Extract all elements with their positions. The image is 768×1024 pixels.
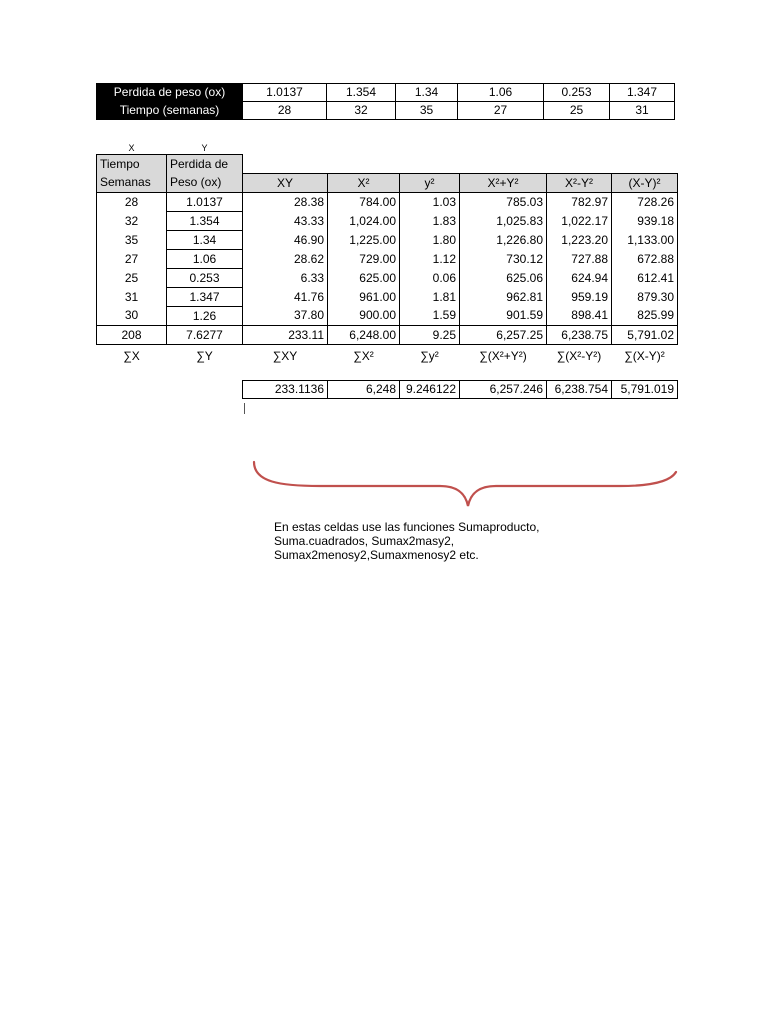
header-xy: XY <box>243 173 328 192</box>
xy-cell: 37.80 <box>243 306 328 325</box>
y-cell: 1.34 <box>167 230 243 249</box>
xy-cell: 28.38 <box>243 192 328 211</box>
x-cell: 28 <box>97 192 167 211</box>
axis-letter-row <box>97 142 678 155</box>
x-minus-y-squared-cell: 939.18 <box>612 211 678 230</box>
x2-cell: 1,024.00 <box>328 211 400 230</box>
col1-header-line1: Tiempo <box>97 155 167 174</box>
result-sum-squares-x-cell[interactable]: 6,248 <box>328 381 400 399</box>
table-row <box>97 211 678 230</box>
y2-cell: 1.80 <box>400 230 460 249</box>
function-results-table <box>242 380 678 399</box>
cell: 31 <box>610 102 675 120</box>
sum-y2-cell: 9.25 <box>400 325 460 344</box>
x-letter: X <box>128 143 135 153</box>
y2-cell: 1.59 <box>400 306 460 325</box>
y-letter: Y <box>201 143 208 153</box>
x-minus-y-squared-cell: 1,133.00 <box>612 230 678 249</box>
x-cell: 30 <box>97 306 167 325</box>
x2-cell: 729.00 <box>328 249 400 268</box>
weight-loss-row <box>97 84 675 102</box>
table-row <box>97 249 678 268</box>
result-row <box>243 381 678 399</box>
x2-plus-y2-cell: 901.59 <box>460 306 547 325</box>
sum-x2-minus-y2-cell: 6,238.75 <box>547 325 612 344</box>
note-line: Sumax2menosy2,Sumaxmenosy2 etc. <box>274 548 479 562</box>
sum-x2-cell: 6,248.00 <box>328 325 400 344</box>
curly-brace-shape <box>240 452 680 512</box>
cell: 1.354 <box>327 84 396 102</box>
x2-minus-y2-cell: 1,223.20 <box>547 230 612 249</box>
x2-minus-y2-cell: 1,022.17 <box>547 211 612 230</box>
col2-header-line1: Perdida de <box>167 155 243 174</box>
y-cell: 1.0137 <box>167 192 243 211</box>
x2-minus-y2-cell: 782.97 <box>547 192 612 211</box>
sigma-label: ∑y² <box>420 348 439 363</box>
result-sum-squares-y-cell[interactable]: 9.246122 <box>400 381 460 399</box>
x2-plus-y2-cell: 962.81 <box>460 287 547 306</box>
x2-plus-y2-cell: 730.12 <box>460 249 547 268</box>
header-row-2 <box>97 173 678 192</box>
sigma-label: ∑X <box>123 348 140 363</box>
sigma-label: ∑XY <box>272 348 298 363</box>
xy-cell: 41.76 <box>243 287 328 306</box>
x2-cell: 625.00 <box>328 268 400 287</box>
y2-cell: 0.06 <box>400 268 460 287</box>
col2-header-line2: Peso (ox) <box>167 173 243 192</box>
header-row-1 <box>97 155 678 174</box>
cell: 28 <box>243 102 327 120</box>
result-sumproduct-cell[interactable]: 233.1136 <box>243 381 328 399</box>
xy-cell: 43.33 <box>243 211 328 230</box>
x-cell: 31 <box>97 287 167 306</box>
y-cell: 1.06 <box>167 249 243 268</box>
sigma-label: ∑(X-Y)² <box>624 348 665 363</box>
x2-plus-y2-cell: 1,226.80 <box>460 230 547 249</box>
xy-cell: 28.62 <box>243 249 328 268</box>
note-line: Suma.cuadrados, Sumax2masy2, <box>274 534 455 548</box>
xy-cell: 46.90 <box>243 230 328 249</box>
x2-minus-y2-cell: 898.41 <box>547 306 612 325</box>
y2-cell: 1.83 <box>400 211 460 230</box>
x-cell: 35 <box>97 230 167 249</box>
y-cell: 1.354 <box>167 211 243 230</box>
table-row <box>97 306 678 325</box>
instruction-note <box>274 520 570 562</box>
x2-plus-y2-cell: 785.03 <box>460 192 547 211</box>
totals-row <box>97 325 678 344</box>
cell: 32 <box>327 102 396 120</box>
table-row <box>97 287 678 306</box>
x2-plus-y2-cell: 625.06 <box>460 268 547 287</box>
x2-cell: 961.00 <box>328 287 400 306</box>
y2-cell: 1.03 <box>400 192 460 211</box>
sum-xy-cell: 233.11 <box>243 325 328 344</box>
x2-plus-y2-cell: 1,025.83 <box>460 211 547 230</box>
xy-cell: 6.33 <box>243 268 328 287</box>
y-cell: 1.347 <box>167 287 243 306</box>
sum-x-cell: 208 <box>97 325 167 344</box>
cell: 1.34 <box>396 84 458 102</box>
x2-minus-y2-cell: 727.88 <box>547 249 612 268</box>
y2-cell: 1.12 <box>400 249 460 268</box>
table-row <box>97 230 678 249</box>
computation-table <box>96 142 678 367</box>
x-minus-y-squared-cell: 612.41 <box>612 268 678 287</box>
x2-minus-y2-cell: 959.19 <box>547 287 612 306</box>
y2-cell: 1.81 <box>400 287 460 306</box>
cell: 25 <box>544 102 610 120</box>
table-row <box>97 268 678 287</box>
result-sumx2my2-cell[interactable]: 6,238.754 <box>547 381 612 399</box>
x-minus-y-squared-cell: 879.30 <box>612 287 678 306</box>
result-sumxmy2-cell[interactable]: 5,791.019 <box>612 381 678 399</box>
sigma-label: ∑(X²-Y²) <box>556 348 602 363</box>
cell: 1.347 <box>610 84 675 102</box>
x-minus-y-squared-cell: 825.99 <box>612 306 678 325</box>
x-minus-y-squared-cell: 672.88 <box>612 249 678 268</box>
header-y2: y² <box>400 173 460 192</box>
col1-header-line2: Semanas <box>97 173 167 192</box>
header-x2-minus-y2: X²-Y² <box>547 173 612 192</box>
cell: 27 <box>458 102 544 120</box>
table-row <box>97 192 678 211</box>
sum-x-minus-y-squared-cell: 5,791.02 <box>612 325 678 344</box>
sigma-label: ∑Y <box>196 348 213 363</box>
x2-cell: 900.00 <box>328 306 400 325</box>
sigma-label: ∑(X²+Y²) <box>479 348 527 363</box>
note-line: En estas celdas use las funciones Sumaproducto, <box>274 520 540 534</box>
weight-loss-label: Perdida de peso (ox) <box>97 84 243 102</box>
x-cell: 25 <box>97 268 167 287</box>
cell: 1.0137 <box>243 84 327 102</box>
x2-cell: 1,225.00 <box>328 230 400 249</box>
text-cursor <box>244 403 245 414</box>
header-x2: X² <box>328 173 400 192</box>
x2-cell: 784.00 <box>328 192 400 211</box>
x-minus-y-squared-cell: 728.26 <box>612 192 678 211</box>
top-data-table <box>96 83 675 120</box>
y-cell: 0.253 <box>167 268 243 287</box>
cell: 35 <box>396 102 458 120</box>
cell: 0.253 <box>544 84 610 102</box>
sum-y-cell: 7.6277 <box>167 325 243 344</box>
sum-x2-plus-y2-cell: 6,257.25 <box>460 325 547 344</box>
sigma-label: ∑X² <box>353 348 374 363</box>
x-cell: 27 <box>97 249 167 268</box>
time-row <box>97 102 675 120</box>
header-x2-plus-y2: X²+Y² <box>460 173 547 192</box>
header-x-minus-y-squared: (X-Y)² <box>612 173 678 192</box>
result-sumx2py2-cell[interactable]: 6,257.246 <box>460 381 547 399</box>
time-label: Tiempo (semanas) <box>97 102 243 120</box>
sigma-label-row <box>97 344 678 367</box>
y-cell: 1.26 <box>167 306 243 325</box>
x2-minus-y2-cell: 624.94 <box>547 268 612 287</box>
cell: 1.06 <box>458 84 544 102</box>
x-cell: 32 <box>97 211 167 230</box>
